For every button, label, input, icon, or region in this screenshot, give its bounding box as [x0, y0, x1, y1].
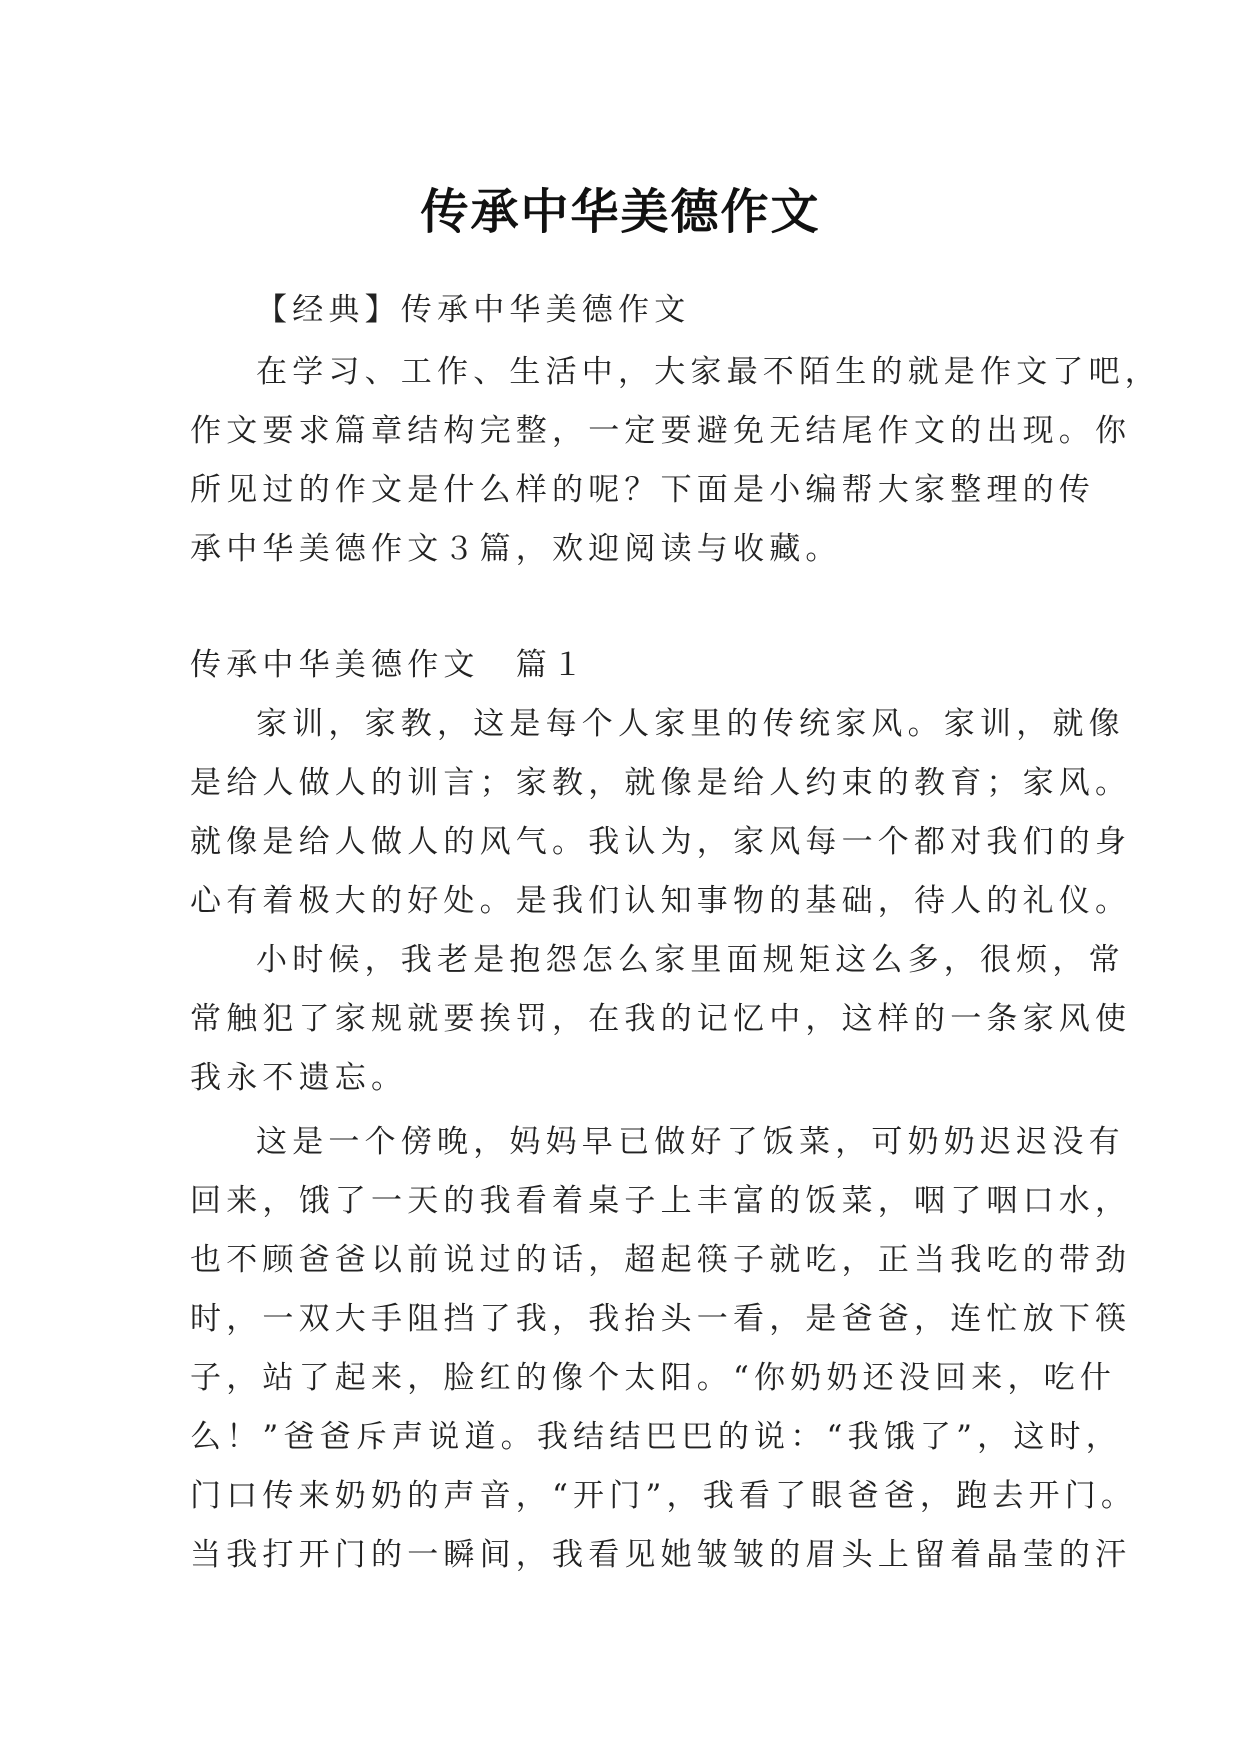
- body-line: 就像是给人做人的风气。我认为，家风每一个都对我们的身: [190, 824, 1132, 860]
- body-line: 这是一个傍晚，妈妈早已做好了饭菜，可奶奶迟迟没有: [256, 1124, 1125, 1160]
- body-line: 也不顾爸爸以前说过的话，超起筷子就吃，正当我吃的带劲: [190, 1242, 1132, 1278]
- body-line: 时，一双大手阻挡了我，我抬头一看，是爸爸，连忙放下筷: [190, 1301, 1132, 1337]
- section-heading: 传承中华美德作文 篇１: [190, 647, 589, 683]
- body-line: 小时候，我老是抱怨怎么家里面规矩这么多，很烦，常: [256, 942, 1125, 978]
- body-line: 我永不遗忘。: [190, 1060, 408, 1096]
- body-line: 子，站了起来，脸红的像个太阳。“你奶奶还没回来，吃什: [190, 1360, 1117, 1396]
- body-line: 心有着极大的好处。是我们认知事物的基础，待人的礼仪。: [190, 883, 1132, 919]
- body-line: 常触犯了家规就要挨罚，在我的记忆中，这样的一条家风使: [190, 1001, 1132, 1037]
- body-line: 门口传来奶奶的声音，“开门”，我看了眼爸爸，跑去开门。: [190, 1478, 1138, 1514]
- body-line: 当我打开门的一瞬间，我看见她皱皱的眉头上留着晶莹的汗: [190, 1537, 1132, 1573]
- body-line: 么！”爸爸斥声说道。我结结巴巴的说：“我饿了”，这时，: [190, 1419, 1122, 1455]
- body-line: 是给人做人的训言；家教，就像是给人约束的教育；家风。: [190, 765, 1132, 801]
- document-title: 传承中华美德作文: [420, 184, 821, 241]
- body-line: 回来，饿了一天的我看着桌子上丰富的饭菜，咽了咽口水，: [190, 1183, 1132, 1219]
- intro-line: 作文要求篇章结构完整，一定要避免无结尾作文的出现。你: [190, 413, 1132, 449]
- intro-line: 承中华美德作文３篇，欢迎阅读与收藏。: [190, 531, 842, 567]
- intro-line: 所见过的作文是什么样的呢？下面是小编帮大家整理的传: [190, 472, 1095, 508]
- document-subtitle: 【经典】传承中华美德作文: [256, 292, 691, 328]
- body-line: 家训，家教，这是每个人家里的传统家风。家训，就像: [256, 706, 1125, 742]
- intro-line: 在学习、工作、生活中，大家最不陌生的就是作文了吧，: [256, 354, 1161, 390]
